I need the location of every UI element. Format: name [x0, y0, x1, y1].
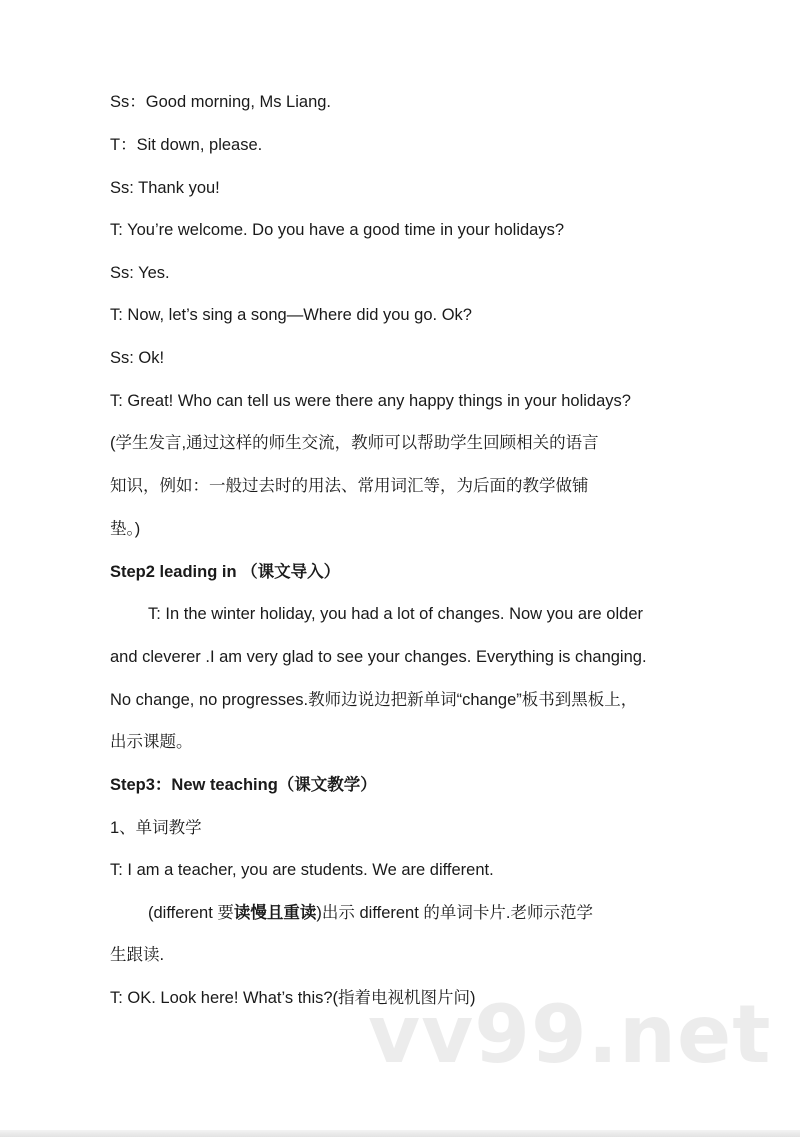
dialogue-line: Ss: Yes.: [110, 264, 170, 282]
dialogue-line: T: OK. Look here! What’s this?(指着电视机图片问): [110, 989, 476, 1007]
note-line: 知识，例如：一般过去时的用法、常用词汇等，为后面的教学做铺: [110, 477, 589, 495]
page-bottom-edge: [0, 1130, 800, 1137]
step3-heading: Step3：New teaching（课文教学）: [110, 776, 377, 794]
watermark: vv99.net: [368, 988, 772, 1081]
dialogue-line: T: Now, let’s sing a song—Where did you go. Ok?: [110, 306, 472, 324]
dialogue-line: Ss：Good morning, Ms Liang.: [110, 93, 332, 111]
dialogue-line: T: I am a teacher, you are students. We are different.: [110, 861, 494, 879]
note-line: 垫。): [110, 520, 141, 538]
dialogue-line: T: Great! Who can tell us were there any happy things in your holidays?: [110, 392, 631, 410]
paragraph-line: T: In the winter holiday, you had a lot of changes. Now you are older: [148, 605, 643, 623]
step2-heading: Step2 leading in （课文导入）: [110, 563, 341, 581]
paragraph-line: No change, no progresses.教师边说边把新单词“change”板书到黑板上，: [110, 691, 638, 709]
note-line: (学生发言,通过这样的师生交流，教师可以帮助学生回顾相关的语言: [110, 434, 599, 452]
dialogue-line: T: You’re welcome. Do you have a good time in your holidays?: [110, 221, 565, 239]
instruction-line: 生跟读.: [110, 946, 165, 964]
instruction-prefix: (different 要: [148, 904, 234, 922]
dialogue-line: T：Sit down, please.: [110, 136, 263, 154]
paragraph-line: 出示课题。: [110, 733, 193, 751]
instruction-suffix: )出示 different 的单词卡片.老师示范学: [316, 904, 593, 922]
instruction-emphasis: 读慢且重读: [233, 904, 317, 922]
dialogue-line: Ss: Thank you!: [110, 179, 220, 197]
paragraph-line: and cleverer .I am very glad to see your changes. Everything is changing.: [110, 648, 647, 666]
list-item-heading: 1、单词教学: [110, 819, 202, 837]
instruction-line: [148, 902, 593, 924]
dialogue-line: Ss: Ok!: [110, 349, 165, 367]
